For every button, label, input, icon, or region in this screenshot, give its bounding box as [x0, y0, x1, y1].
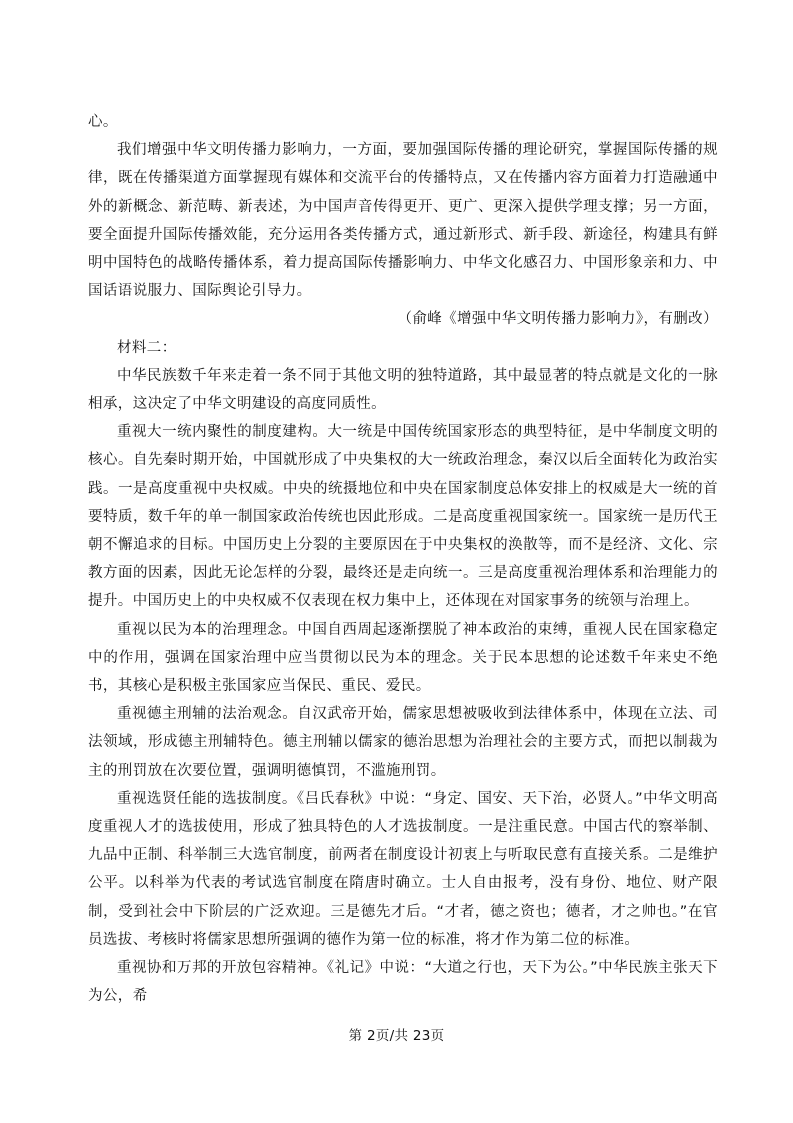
paragraph-continuation: 心。: [88, 114, 118, 130]
paragraph-rule-of-virtue: 重视德主刑辅的法治观念。自汉武帝开始，儒家思想被吸收到法律体系中，体现在立法、司法领域，形成德主刑辅特色。德主刑辅以儒家的德治思想为治理社会的主要方式，而把以制裁为主的刑罚放在次要位置，强调明德慎罚，不滥施刑罚。: [88, 706, 718, 779]
paragraph-intro: 中华民族数千年来走着一条不同于其他文明的独特道路，其中最显著的特点就是文化的一脉相承，这决定了中华文明建设的高度同质性。: [88, 367, 718, 413]
paragraph-openness: 重视协和万邦的开放包容精神。《礼记》中说：“大道之行也，天下为公。”中华民族主张天下为公，希: [88, 960, 718, 1005]
paragraph-unification: 重视大一统内聚性的制度建构。大一统是中国传统国家形态的典型特征，是中华制度文明的核心。自先秦时期开始，中国就形成了中央集权的大一统政治理念，秦汉以后全面转化为政治实践。一是高度重视中央权威。中央的统摄地位和中央在国家制度总体安排上的权威是大一统的首要特质，数千年的单一制国家政治传统也因此形成。二是高度重视国家统一。国家统一是历代王朝不懈追求的目标。中国历史上分裂的主要原因在于中央集权的涣散等，而不是经济、文化、宗教方面的因素，因此无论怎样的分裂，最终还是走向统一。三是高度重视治理体系和治理能力的提升。中国历史上的中央权威不仅表现在权力集中上，还体现在对国家事务的统领与治理上。: [88, 424, 718, 610]
paragraph-communication: 我们增强中华文明传播力影响力，一方面，要加强国际传播的理论研究，掌握国际传播的规律，既在传播渠道方面掌握现有媒体和交流平台的传播特点，又在传播内容方面着力打造融通中外的新概念、新范畴、新表述，为中国声音传得更开、更广、更深入提供学理支撑；另一方面，要全面提升国际传播效能，充分运用各类传播方式，通过新形式、新手段、新途径，构建具有鲜明中国特色的战略传播体系，着力提高国际传播影响力、中华文化感召力、中国形象亲和力、中国话语说服力、国际舆论引导力。: [88, 142, 718, 300]
page-footer: 第 2页/共 23页: [348, 1028, 445, 1044]
source-citation: （俞峰《增强中华文明传播力影响力》，有删改）: [397, 311, 718, 328]
document-body: [88, 108, 718, 1011]
paragraph-people-oriented: 重视以民为本的治理理念。中国自西周起逐渐摆脱了神本政治的束缚，重视人民在国家稳定中的作用，强调在国家治理中应当贯彻以民为本的理念。关于民本思想的论述数千年来史不绝书，其核心是积极主张国家应当保民、重民、爱民。: [88, 621, 718, 695]
material-two-heading: 材料二：: [117, 339, 177, 356]
paragraph-talent-selection: 重视选贤任能的选拔制度。《吕氏春秋》中说：“身定、国安、天下治，必贤人。”中华文明高度重视人才的选拔使用，形成了独具特色的人才选拔制度。一是注重民意。中国古代的察举制、九品中正制、科举制三大选官制度，前两者在制度设计初衷上与听取民意有直接关系。二是维护公平。以科举为代表的考试选官制度在隋唐时确立。士人自由报考，没有身份、地位、财产限制，受到社会中下阶层的广泛欢迎。三是德先才后。“才者，德之资也；德者，才之帅也。”在官员选拔、考核时将儒家思想所强调的德作为第一位的标准，将才作为第二位的标准。: [88, 790, 718, 948]
